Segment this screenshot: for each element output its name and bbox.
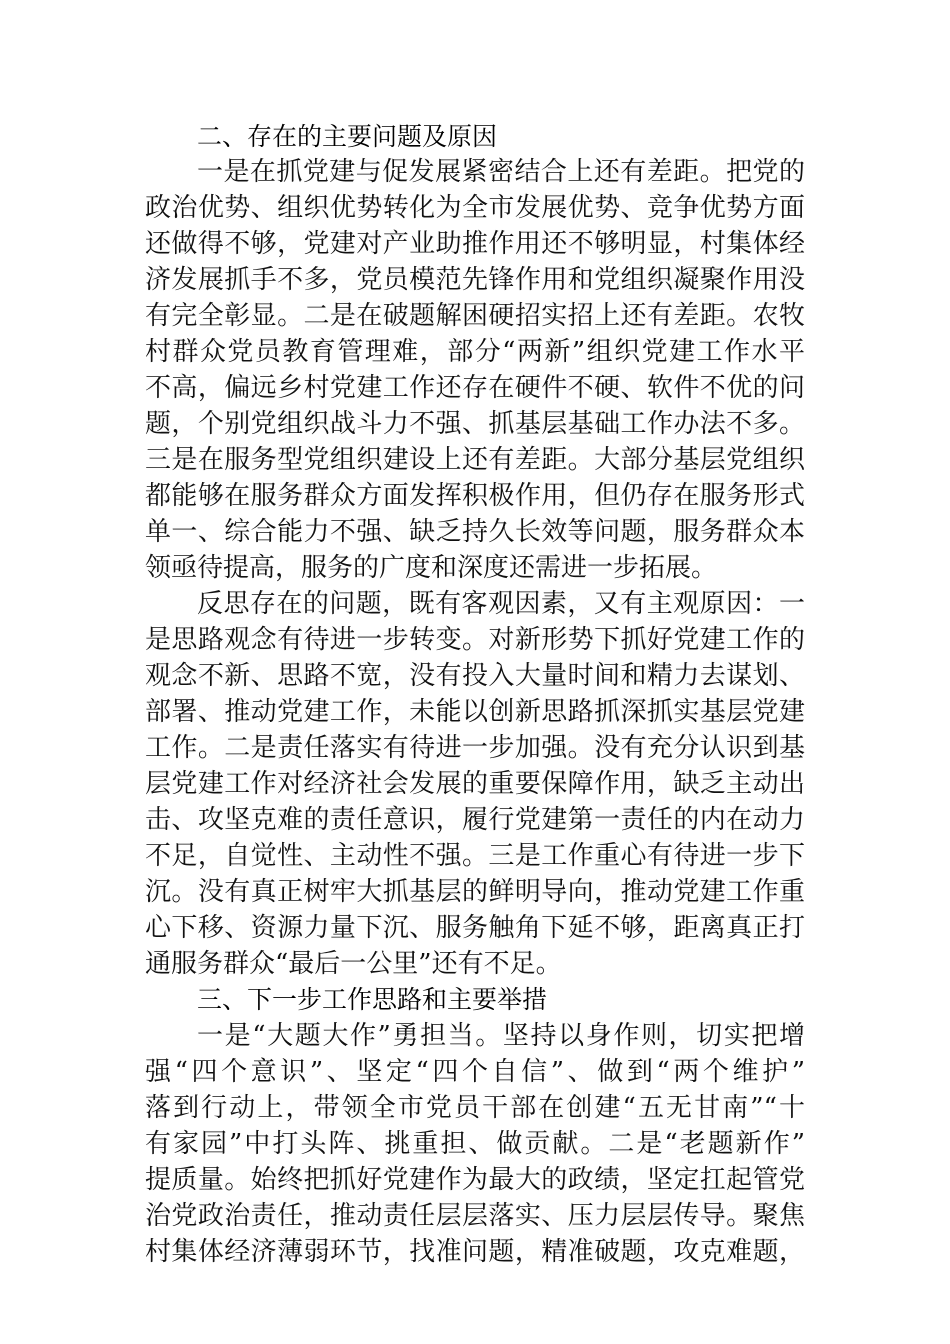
section-heading-two: 二、存在的主要问题及原因 <box>197 122 498 151</box>
body-line: 落到行动上，带领全市党员干部在创建“五无甘南”“十 <box>145 1093 805 1123</box>
body-line-last: 通服务群众“最后一公里”还有不足。 <box>145 949 562 979</box>
body-line: 还做得不够，党建对产业助推作用还不够明显，村集体经 <box>145 229 805 259</box>
body-line: 反思存在的问题，既有客观因素，又有主观原因：一 <box>197 589 805 619</box>
body-line: 都能够在服务群众方面发挥积极作用，但仍存在服务形式 <box>145 481 805 511</box>
body-line: 村群众党员教育管理难，部分“两新”组织党建工作水平 <box>145 337 805 367</box>
body-line: 沉。没有真正树牢大抓基层的鲜明导向，推动党建工作重 <box>145 877 805 907</box>
body-line: 治党政治责任，推动责任层层落实、压力层层传导。聚焦 <box>145 1201 805 1231</box>
body-line: 心下移、资源力量下沉、服务触角下延不够，距离真正打 <box>145 913 805 943</box>
body-line-last: 领亟待提高，服务的广度和深度还需进一步拓展。 <box>145 553 718 583</box>
body-line: 不高，偏远乡村党建工作还存在硬件不硬、软件不优的问 <box>145 373 805 403</box>
body-line: 不足，自觉性、主动性不强。三是工作重心有待进一步下 <box>145 841 805 871</box>
body-line: 工作。二是责任落实有待进一步加强。没有充分认识到基 <box>145 733 805 763</box>
section-heading-three: 三、下一步工作思路和主要举措 <box>197 985 548 1014</box>
body-line: 三是在服务型党组织建设上还有差距。大部分基层党组织 <box>145 445 805 475</box>
body-line: 一是“大题大作”勇担当。坚持以身作则，切实把增 <box>197 1021 805 1051</box>
body-line: 一是在抓党建与促发展紧密结合上还有差距。把党的 <box>197 157 805 187</box>
body-line: 击、攻坚克难的责任意识，履行党建第一责任的内在动力 <box>145 805 805 835</box>
body-line: 提质量。始终把抓好党建作为最大的政绩，坚定扛起管党 <box>145 1165 805 1195</box>
body-line: 层党建工作对经济社会发展的重要保障作用，缺乏主动出 <box>145 769 805 799</box>
body-line: 有完全彰显。二是在破题解困硬招实招上还有差距。农牧 <box>145 301 805 331</box>
body-line: 政治优势、组织优势转化为全市发展优势、竞争优势方面 <box>145 193 805 223</box>
body-line: 村集体经济薄弱环节，找准问题，精准破题，攻克难题， <box>145 1237 805 1267</box>
body-line: 济发展抓手不多，党员模范先锋作用和党组织凝聚作用没 <box>145 265 805 295</box>
body-line: 部署、推动党建工作，未能以创新思路抓深抓实基层党建 <box>145 697 805 727</box>
body-line: 观念不新、思路不宽，没有投入大量时间和精力去谋划、 <box>145 661 805 691</box>
body-line: 单一、综合能力不强、缺乏持久长效等问题，服务群众本 <box>145 517 805 547</box>
body-line: 有家园”中打头阵、挑重担、做贡献。二是“老题新作” <box>145 1129 805 1159</box>
body-line: 是思路观念有待进一步转变。对新形势下抓好党建工作的 <box>145 625 805 655</box>
body-line: 强“四个意识”、坚定“四个自信”、做到“两个维护” <box>145 1057 805 1087</box>
body-line: 题，个别党组织战斗力不强、抓基层基础工作办法不多。 <box>145 409 805 439</box>
